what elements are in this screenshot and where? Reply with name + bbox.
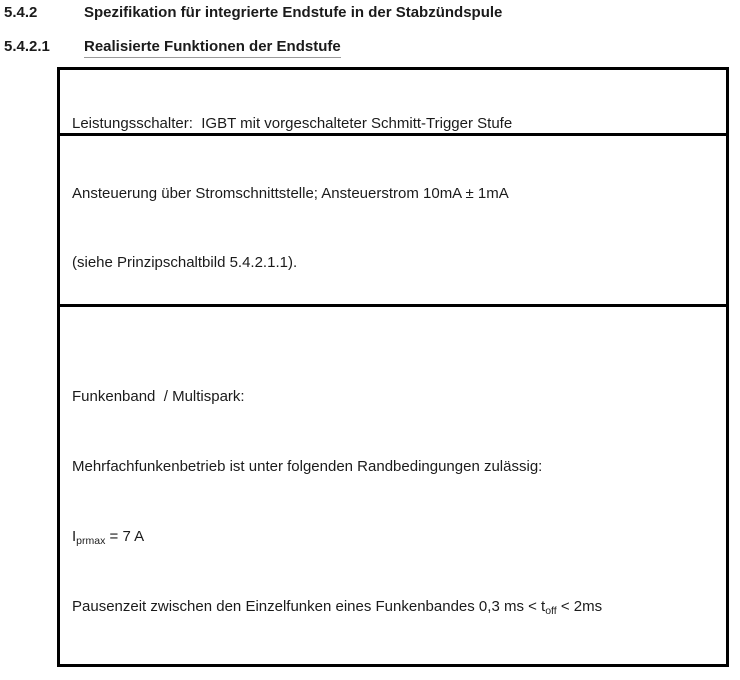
control-current-line: Ansteuerung über Stromschnittstelle; Ansteuerstrom 10mA ± 1mA xyxy=(72,185,509,202)
control-schematic-ref: (siehe Prinzipschaltbild 5.4.2.1.1). xyxy=(72,254,298,271)
peak-current-subscript: prmax xyxy=(76,535,106,547)
section-title: Spezifikation für integrierte Endstufe in der Stabzündspule xyxy=(84,4,503,21)
section-number: 5.4.2 xyxy=(4,4,38,21)
specification-box xyxy=(57,67,729,667)
pause-time-text: Pausenzeit zwischen den Einzelfunken eines Funkenbandes 0,3 ms < t xyxy=(72,598,546,615)
multispark-title: Funkenband / Multispark: xyxy=(72,388,245,405)
peak-current-symbol: I xyxy=(72,528,77,545)
section-heading xyxy=(4,4,502,21)
control-interface-section xyxy=(60,136,726,307)
pause-time-line xyxy=(72,589,718,625)
peak-current-line xyxy=(72,519,718,555)
pause-time-limit: < 2ms xyxy=(556,598,603,615)
pause-time-subscript: off xyxy=(545,605,557,617)
follow-spark-intro xyxy=(72,659,718,661)
multispark-section xyxy=(60,307,726,661)
subsection-title: Realisierte Funktionen der Endstufe xyxy=(84,38,341,58)
power-switch-line: Leistungsschalter: IGBT mit vorgeschalteter Schmitt-Trigger Stufe xyxy=(72,115,513,132)
multispark-condition-intro: Mehrfachfunkenbetrieb ist unter folgenden Randbedingungen zulässig: xyxy=(72,458,543,475)
subsection-number: 5.4.2.1 xyxy=(4,38,50,55)
peak-current-value: = 7 A xyxy=(105,528,145,545)
power-switch-section xyxy=(60,70,726,136)
subsection-heading xyxy=(4,38,341,58)
